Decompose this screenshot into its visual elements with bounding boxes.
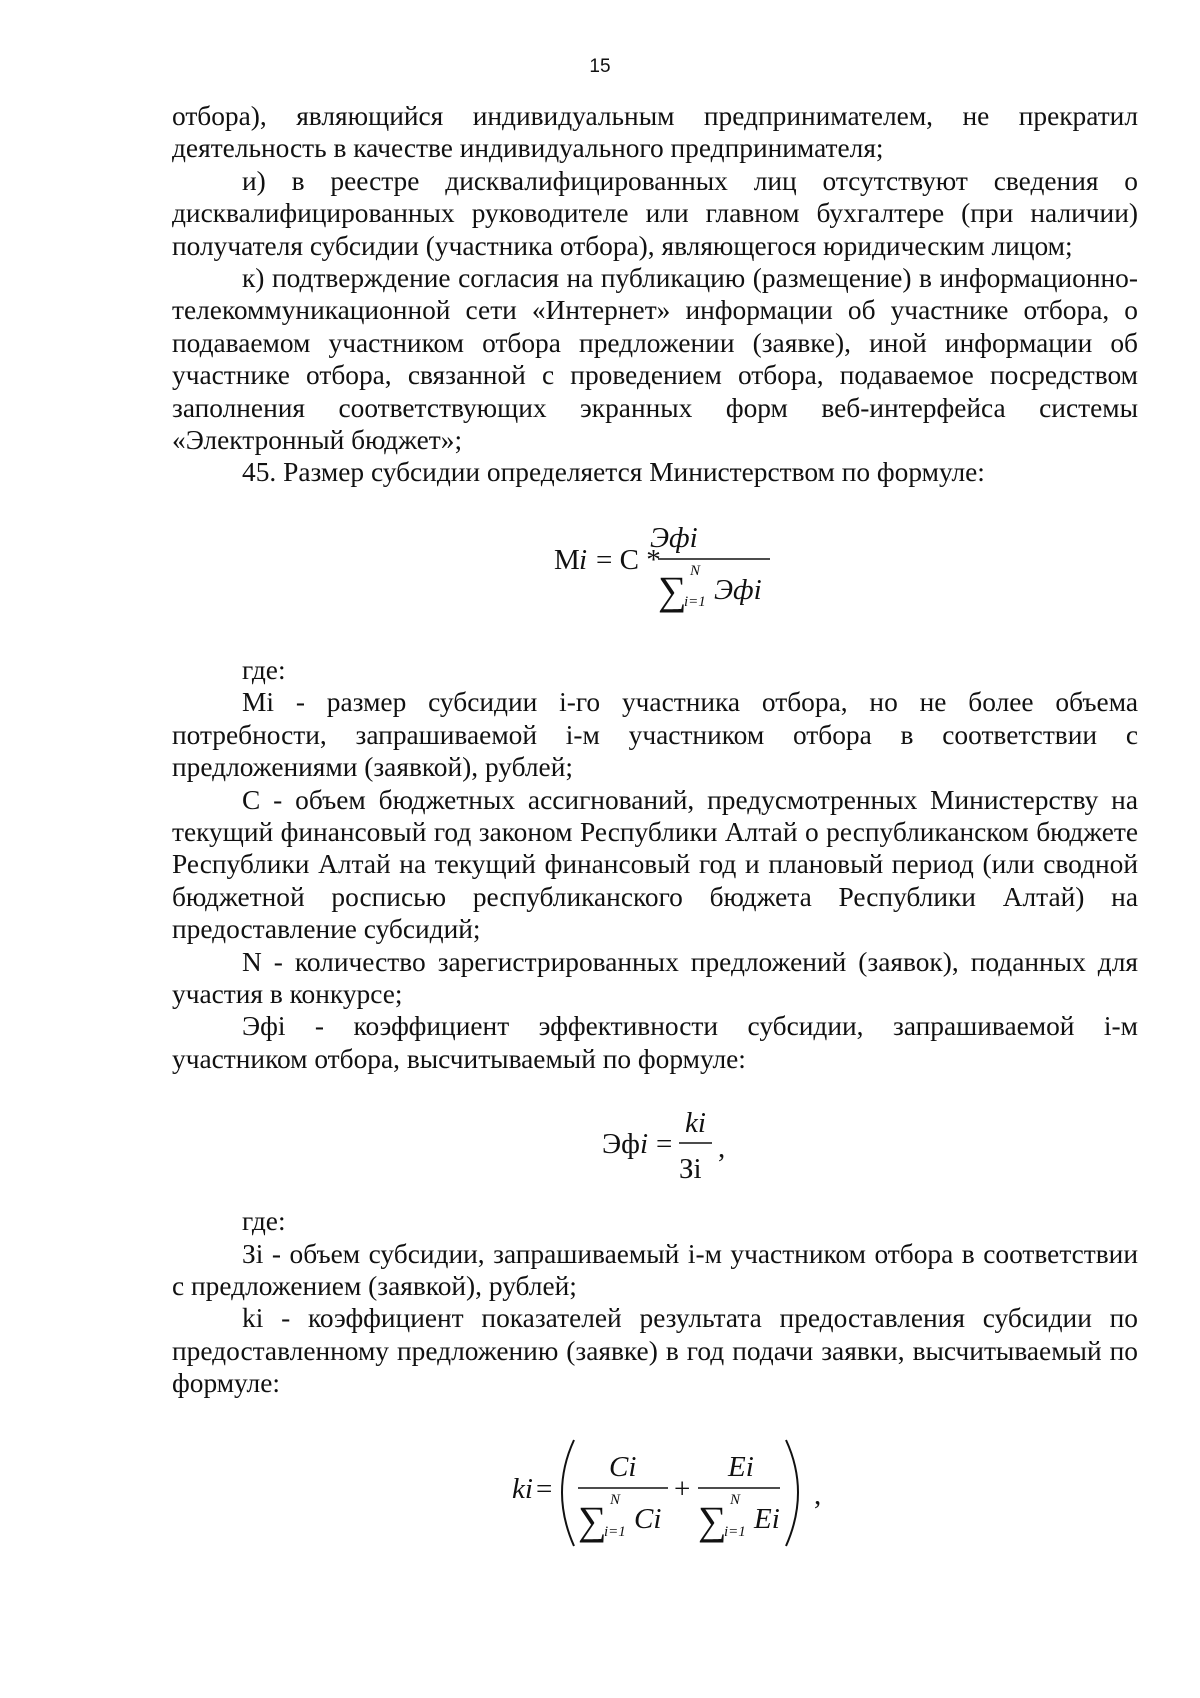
paragraph: С - объем бюджетных ассигнований, предусмотренных Министерству на текущий финансовый год законом Республики Алтай о республиканском бюджете Республики Алтай на текущий финансовый год и плановый период (или сводной бюджетной росписью республиканского бюджета Республики Алтай) на предоставление субсидий; <box>172 784 1138 945</box>
formula3-denominator2: Ei <box>754 1502 780 1535</box>
paragraph: Мi - размер субсидии i-го участника отбора, но не более объема потребности, запрашиваемой i-м участником отбора в соответствии с предложениями (заявкой), рублей; <box>172 687 1138 783</box>
formula3-lhs: ki <box>512 1472 533 1505</box>
formula2-lhs-i: i <box>640 1128 649 1161</box>
paragraphs-top <box>172 100 1138 489</box>
formula3-comma: , <box>814 1478 822 1511</box>
formula3-sum-sup2: N <box>730 1491 741 1508</box>
formula3-denominator1: Ci <box>634 1502 662 1535</box>
formula1-sum-sub: i=1 <box>684 593 706 610</box>
formula1-lhs-m: М <box>554 543 580 576</box>
formula2-comma: , <box>718 1132 726 1165</box>
formula3-sum-sub1: i=1 <box>604 1523 626 1540</box>
formula-result-coefficient-svg <box>172 1400 1138 1580</box>
formula3-sum-sign1: ∑ <box>578 1497 607 1543</box>
formula1-lhs-i: i <box>579 543 588 576</box>
formula-subsidy-size <box>172 489 1138 654</box>
formula-efficiency <box>172 1075 1138 1205</box>
paragraph: 45. Размер субсидии определяется Министерством по формуле: <box>242 457 985 488</box>
formula3-numerator2: Ei <box>728 1450 754 1483</box>
formula2-lhs: Эф <box>602 1128 640 1161</box>
formula1-equals: = С * <box>596 543 661 576</box>
formula2-numerator: ki <box>685 1107 706 1140</box>
formula3-right-paren <box>786 1440 798 1546</box>
formula1-sum-sign: ∑ <box>658 567 687 613</box>
paragraph: N - количество зарегистрированных предложений (заявок), поданных для участия в конкурсе; <box>172 946 1138 1009</box>
formula3-sum-sup1: N <box>610 1491 621 1508</box>
formula-efficiency-svg <box>172 1075 1138 1205</box>
formula2-equals: = <box>656 1128 673 1161</box>
paragraph: Зi - объем субсидии, запрашиваемый i-м участником отбора в соответствии с предложением (заявкой), рублей; <box>172 1238 1138 1301</box>
document-body <box>172 100 1138 1580</box>
formula1-sum-sup: N <box>690 562 701 579</box>
paragraphs-bottom <box>172 1205 1138 1399</box>
paragraph: где: <box>242 654 286 685</box>
paragraph: к) подтверждение согласия на публикацию (размещение) в информационно-телекоммуникационной сети «Интернет» информации об участнике отбора, о подаваемом участником отбора предложении (заявке), иной информации об участнике отбора, связанной с проведением отбора, подаваемое посредством заполнения соответствующих экранных форм веб-интерфейса системы «Электронный бюджет»; <box>172 263 1138 456</box>
formula3-left-paren <box>562 1440 574 1546</box>
formula3-sum-sign2: ∑ <box>698 1497 727 1543</box>
paragraph: и) в реестре дисквалифицированных лиц отсутствуют сведения о дисквалифицированных руководителе или главном бухгалтере (при наличии) получателя субсидии (участника отбора), являющегося юридическим лицом; <box>172 165 1138 261</box>
formula1-numerator: Эфi <box>650 521 698 554</box>
formula-result-coefficient <box>172 1400 1138 1580</box>
formula3-numerator1: Ci <box>609 1450 637 1483</box>
paragraph: Эфi - коэффициент эффективности субсидии, запрашиваемой i-м участником отбора, высчитываемый по формуле: <box>172 1011 1138 1074</box>
formula2-denominator: Зi <box>679 1153 702 1186</box>
formula3-equals: = <box>536 1472 553 1505</box>
paragraph: отбора), являющийся индивидуальным предпринимателем, не прекратил деятельность в качестве индивидуального предпринимателя; <box>172 101 1138 164</box>
paragraph: ki - коэффициент показателей результата предоставления субсидии по предоставленному предложению (заявке) в год подачи заявки, высчитываемый по формуле: <box>172 1303 1138 1399</box>
formula3-plus: + <box>674 1472 691 1505</box>
page-number: 15 <box>589 56 611 77</box>
formula-subsidy-size-svg <box>172 489 1138 654</box>
formula3-sum-sub2: i=1 <box>724 1523 746 1540</box>
paragraphs-mid <box>172 654 1138 1075</box>
formula1-denominator: Эфi <box>714 573 762 606</box>
paragraph: где: <box>242 1206 286 1237</box>
